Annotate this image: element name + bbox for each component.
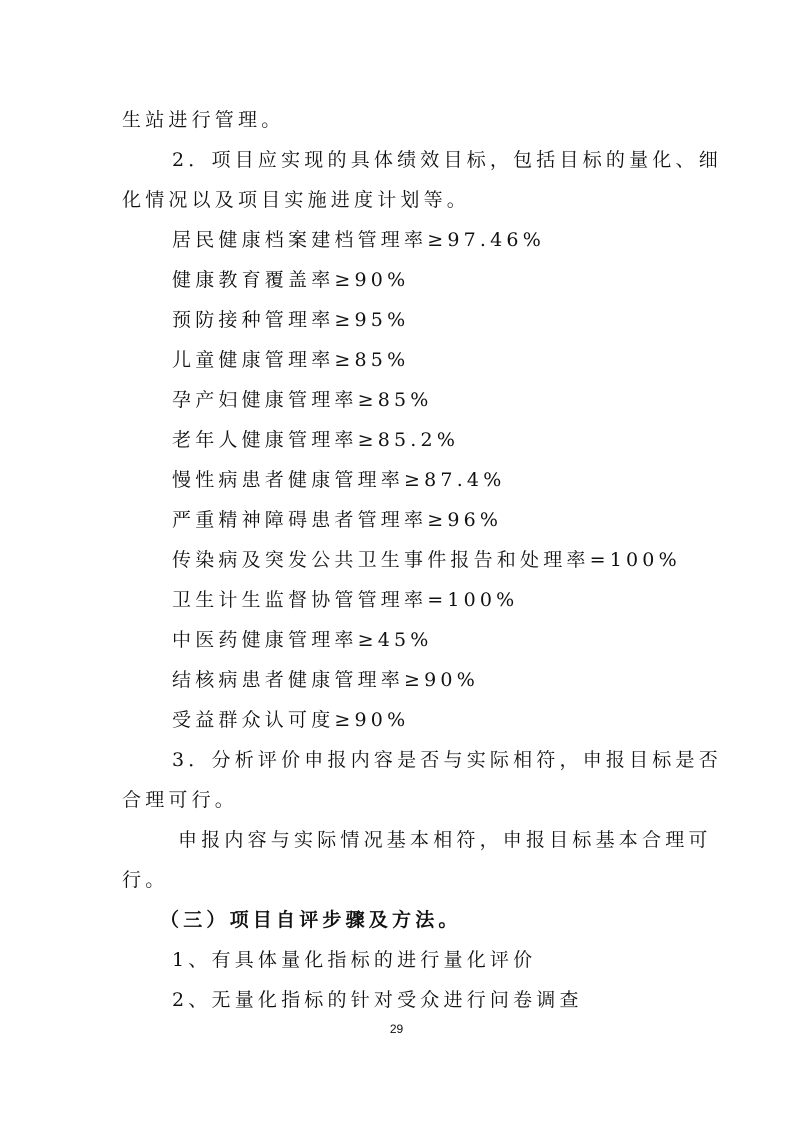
text-line-20: 行。 <box>122 869 169 891</box>
text-line-17: 3．分析评价申报内容是否与实际相符，申报目标是否 <box>172 749 722 771</box>
text-line-6: 预防接种管理率≥95% <box>172 309 410 331</box>
text-line-3: 化情况以及项目实施进度计划等。 <box>122 189 471 211</box>
text-line-11: 严重精神障碍患者管理率≥96% <box>172 509 503 531</box>
text-line-13: 卫生计生监督协管管理率=100% <box>172 589 519 611</box>
text-line-22: 1、有具体量化指标的进行量化评价 <box>172 949 537 971</box>
text-line-4: 居民健康档案建档管理率≥97.46% <box>172 229 545 251</box>
text-line-2: 2．项目应实现的具体绩效目标，包括目标的量化、细 <box>172 149 722 171</box>
text-line-18: 合理可行。 <box>122 789 239 811</box>
text-line-10: 慢性病患者健康管理率≥87.4% <box>172 469 506 491</box>
text-line-16: 受益群众认可度≥90% <box>172 709 410 731</box>
text-line-14: 中医药健康管理率≥45% <box>172 629 433 651</box>
page-number: 29 <box>389 1022 404 1036</box>
text-line-1: 生站进行管理。 <box>122 109 285 131</box>
text-line-23: 2、无量化指标的针对受众进行问卷调查 <box>172 989 583 1011</box>
section-heading: （三）项目自评步骤及方法。 <box>160 909 462 931</box>
text-line-5: 健康教育覆盖率≥90% <box>172 269 410 291</box>
text-line-9: 老年人健康管理率≥85.2% <box>172 429 460 451</box>
text-line-12: 传染病及突发公共卫生事件报告和处理率=100% <box>172 549 681 571</box>
text-line-19: 申报内容与实际情况基本相符，申报目标基本合理可 <box>178 829 712 851</box>
text-line-8: 孕产妇健康管理率≥85% <box>172 389 433 411</box>
text-line-7: 儿童健康管理率≥85% <box>172 349 410 371</box>
text-line-15: 结核病患者健康管理率≥90% <box>172 669 479 691</box>
